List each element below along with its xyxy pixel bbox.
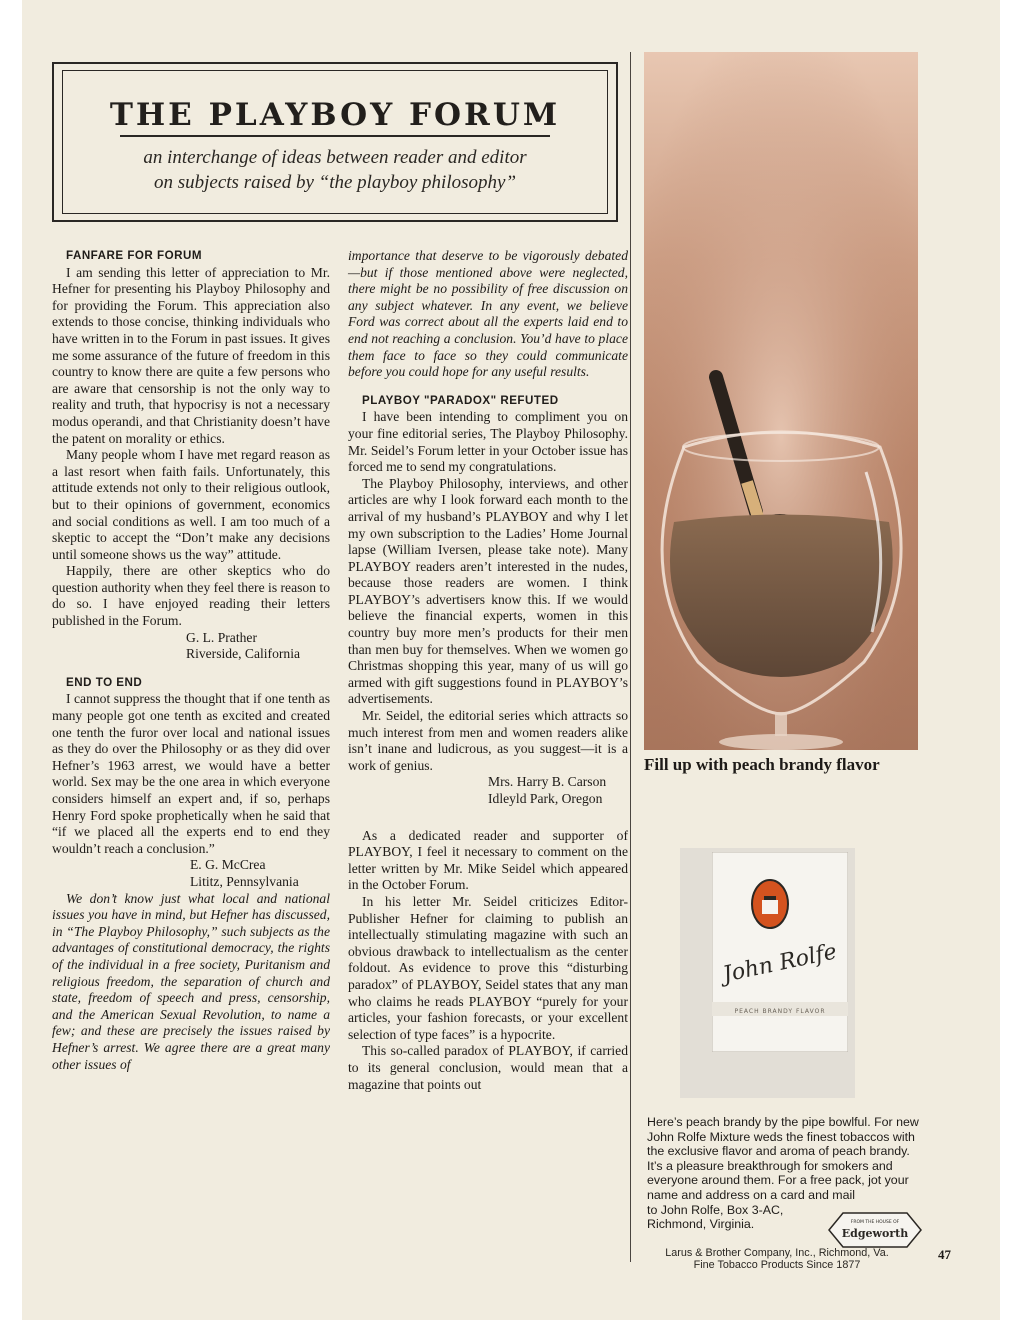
ad-address-line1: to John Rolfe, Box 3-AC, <box>647 1202 784 1217</box>
ad-address-line2: Richmond, Virginia. <box>647 1217 755 1232</box>
tobacco-pack <box>712 852 848 1052</box>
signature-name: E. G. McCrea <box>190 857 266 873</box>
letter-heading-paradox: PLAYBOY "PARADOX" REFUTED <box>362 393 559 407</box>
editor-reply-continued: importance that deserve to be vigorously debated—but if those mentioned above were neglected, there might be no possibility of free discussion on any subject whatever. In any event, we believe Ford was correct about all the experts laid end to end not reaching a conclusion. You’d have to place them face to face so they could communicate before you could hope for any useful results. <box>348 248 628 380</box>
letter-paragraph: Many people whom I have met regard reason as a last resort when faith fails. Unfortunately, this attitude extends not only to their religious outlook, but to their opinions of government, economics and social conditions as well. I am too much of a skeptic to accept the “Don’t make any decisions until someone shows us the way” attitude. <box>52 447 330 562</box>
forum-subtitle-line1: an interchange of ideas between reader and editor <box>143 147 527 168</box>
column-divider <box>630 52 631 1262</box>
signature-place: Idleyld Park, Oregon <box>488 791 603 806</box>
letter-paragraph: I am sending this letter of appreciation to Mr. Hefner for presenting his Playboy Philosophy and for providing the Forum. This appreciation also extends to those concise, thinking individuals who have written in to the Forum in past issues. It gives me some assurance of the future of freedom in this country to know there are quite a few persons who are aware that censorship is not the only way to reality and truth, that hypocrisy is not a necessary modus operandi, and that Christianity doesn’t have the patent on morality or ethics. <box>52 264 330 446</box>
section-gap <box>348 808 628 828</box>
title-rule <box>120 135 550 137</box>
signature-place: Lititz, Pennsylvania <box>190 873 299 889</box>
page-number: 47 <box>938 1247 951 1262</box>
editor-reply: We don’t know just what local and national issues you have in mind, but Hefner has discussed, in “The Playboy Philosophy,” such subjects as the advantages of constitutional democracy, the rights of the individual in a free society, Puritanism and religious freedom, the separation of church and state, freedom of speech and press, censorship, and the American Sexual Revolution, to name a few; and these are precisely the issues raised by Hefner’s arrest. We agree there are a great many other issues of <box>52 890 330 1072</box>
forum-header-inner-frame <box>62 70 608 214</box>
maker-credit <box>647 1247 907 1271</box>
letter-heading-end-to-end: END TO END <box>66 675 143 689</box>
maker-line2: Fine Tobacco Products Since 1877 <box>693 1259 861 1271</box>
pack-band-label: PEACH BRANDY FLAVOR <box>734 1008 826 1015</box>
letter-paragraph: Happily, there are other skeptics who do question authority when they feel there is reason to do so. I have enjoyed reading their letters published in the Forum. <box>52 563 330 629</box>
letter-paragraph: In his letter Mr. Seidel criticizes Editor-Publisher Hefner for claiming to publish an intellectually stimulating magazine with such an obvious drawback to intellectualism as the center foldout. As evidence to prove this “disturbing paradox” of PLAYBOY, Seidel states that any man who claims he reads PLAYBOY “purely for your articles, your fashion forecasts, or your excellent selection of type faces” is a hypocrite. <box>348 893 628 1042</box>
edgeworth-badge <box>827 1210 923 1250</box>
ad-caption: Fill up with peach brandy flavor <box>644 755 880 774</box>
pack-brand-script: John Rolfe <box>720 939 839 988</box>
letter-paragraph: Mr. Seidel, the editorial series which attracts so much interest from men and women readers alike isn’t inane and ludicrous, as you suggest—it is a work of genius. <box>348 708 628 773</box>
letter-paragraph: I cannot suppress the thought that if one tenth as many people got one tenth as excited and created one tenth the furor over local and national issues as they do over the Philosophy or as they did over Hefner’s 1963 arrest, we would have a better world. Sex may be the one area in which everyone considers himself an expert and, if so, perhaps Henry Ford spoke prophetically when he said that “if we placed all the experts end to end they wouldn’t reach a conclusion.” <box>52 691 330 856</box>
badge-top-text: FROM THE HOUSE OF <box>850 1220 900 1225</box>
letter-heading-fanfare: FANFARE FOR FORUM <box>66 249 203 262</box>
brandy-snifter-illustration <box>644 52 918 750</box>
maker-line1: Larus & Brother Company, Inc., Richmond, Va. <box>665 1247 889 1259</box>
forum-subtitle-line2: on subjects raised by “the playboy philosophy” <box>153 172 517 193</box>
ad-photo-brandy-glass <box>644 52 918 750</box>
forum-title: THE PLAYBOY FORUM <box>109 97 561 133</box>
letters-column-left <box>52 248 330 1073</box>
letter-paragraph: The Playboy Philosophy, interviews, and other articles are why I look forward each month to the arrival of my husband’s PLAYBOY and why I let my own subscription to the Ladies’ Home Journal lapse (William Iversen, please take note). Many PLAYBOY readers aren’t interested in the nudes, because those readers are women. I think PLAYBOY’s advertisers know this. If we would believe the financial experts, women in this country buy more men’s products for their men than men buy for themselves. When we women go Christmas shopping this year, many of us will go armed with gift suggestions found in PLAYBOY’s advertisements. <box>348 475 628 707</box>
forum-header-box <box>52 62 618 222</box>
signature-place: Riverside, California <box>186 646 301 662</box>
letter-paragraph: This so-called paradox of PLAYBOY, if carried to its general conclusion, would mean that a magazine that points out <box>348 1043 628 1092</box>
letters-column-right <box>348 248 628 1093</box>
ad-copy-paragraph: Here’s peach brandy by the pipe bowlful. For new John Rolfe Mixture weds the finest tobaccos with the exclusive flavor and aroma of peach brandy. It’s a pleasure breakthrough for smokers and everyone around them. For a free pack, jot your name and address on a card and mail <box>647 1115 919 1202</box>
letter-paragraph: As a dedicated reader and supporter of PLAYBOY, I feel it necessary to comment on the letter written by Mr. Mike Seidel which appeared in the October Forum. <box>348 827 628 893</box>
letter-paragraph: I have been intending to compliment you on your fine editorial series, The Playboy Philosophy. Mr. Seidel’s Forum letter in your October issue has forced me to send my congratulations. <box>348 409 628 475</box>
badge-brand-text: Edgeworth <box>841 1227 909 1240</box>
section-gap <box>348 381 628 393</box>
signature-name: Mrs. Harry B. Carson <box>488 774 607 790</box>
signature-name: G. L. Prather <box>186 629 257 645</box>
section-gap <box>52 663 330 675</box>
